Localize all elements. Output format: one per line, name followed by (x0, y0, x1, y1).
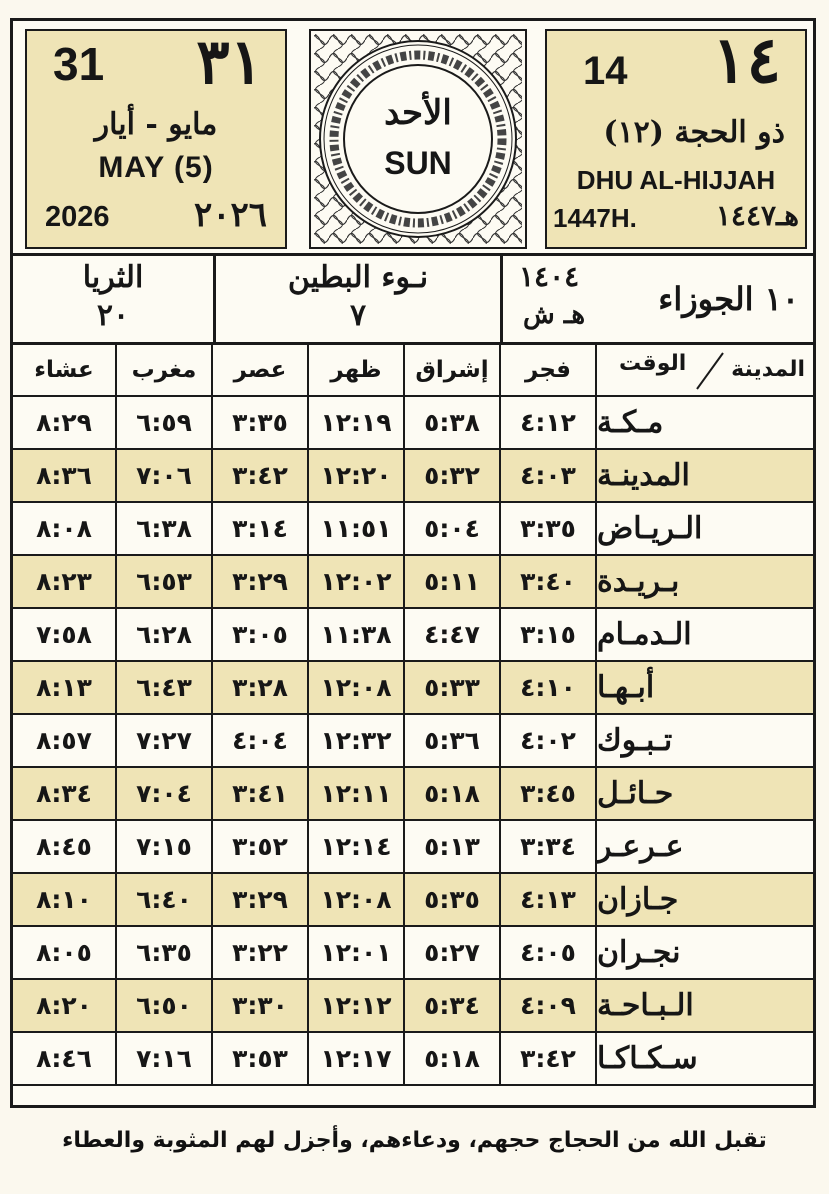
zodiac-cell (503, 256, 813, 342)
isha-time: ٨:٢٩ (13, 397, 117, 448)
header-isha: عشاء (13, 345, 117, 395)
header-ishraq: إشراق (405, 345, 501, 395)
isha-time: ٨:٥٧ (13, 715, 117, 766)
dhuhr-time: ١٢:١١ (309, 768, 405, 819)
weekday-arabic: الأحد (384, 93, 452, 133)
gregorian-day-latin: 31 (53, 38, 105, 90)
city-name: تـبـوك (597, 723, 673, 758)
table-row (13, 768, 813, 821)
city-name: أبـهـا (597, 670, 655, 705)
dhuhr-time: ١٢:١٩ (309, 397, 405, 448)
maghrib-time: ٦:٤٠ (117, 874, 213, 925)
season-day: ٧ (349, 298, 367, 333)
asr-time: ٣:٢٢ (213, 927, 309, 978)
isha-time: ٨:١٣ (13, 662, 117, 713)
fajr-time: ٣:١٥ (501, 609, 597, 660)
dhuhr-time: ١٢:٣٢ (309, 715, 405, 766)
isha-time: ٨:٤٥ (13, 821, 117, 872)
asr-time: ٣:٣٥ (213, 397, 309, 448)
asr-time: ٣:٢٩ (213, 556, 309, 607)
dhuhr-time: ١٢:١٧ (309, 1033, 405, 1084)
ishraq-time: ٥:٣٦ (405, 715, 501, 766)
asr-time: ٤:٠٤ (213, 715, 309, 766)
fajr-time: ٤:١٠ (501, 662, 597, 713)
fajr-time: ٣:٣٥ (501, 503, 597, 554)
fajr-time: ٤:٠٩ (501, 980, 597, 1031)
dhuhr-time: ١٢:٠٢ (309, 556, 405, 607)
ishraq-time: ٥:١٨ (405, 768, 501, 819)
table-row (13, 609, 813, 662)
isha-time: ٨:٣٤ (13, 768, 117, 819)
maghrib-time: ٦:٢٨ (117, 609, 213, 660)
season-info-row (13, 253, 813, 345)
table-row (13, 503, 813, 556)
header-city-time (597, 345, 813, 395)
fajr-time: ٤:١٢ (501, 397, 597, 448)
gregorian-month-latin: MAY (5) (98, 151, 214, 184)
season-name: نـوء البطين (287, 260, 429, 295)
fajr-time: ٤:٠٢ (501, 715, 597, 766)
ornament-icon (311, 31, 525, 247)
constellation-cell (13, 256, 216, 342)
gregorian-month-arabic: مايو - أيار (94, 107, 218, 142)
maghrib-time: ٦:٥٠ (117, 980, 213, 1031)
ishraq-time: ٥:٣٢ (405, 450, 501, 501)
maghrib-time: ٧:١٦ (117, 1033, 213, 1084)
solar-year: ١٤٠٤ (519, 260, 580, 293)
dhuhr-time: ١١:٥١ (309, 503, 405, 554)
isha-time: ٨:٢٣ (13, 556, 117, 607)
asr-time: ٣:٢٩ (213, 874, 309, 925)
ishraq-time: ٥:٣٣ (405, 662, 501, 713)
ishraq-time: ٥:١١ (405, 556, 501, 607)
asr-time: ٣:٥٣ (213, 1033, 309, 1084)
ishraq-time: ٥:١٣ (405, 821, 501, 872)
city-name: حـائـل (597, 776, 674, 811)
isha-time: ٨:٠٥ (13, 927, 117, 978)
isha-time: ٨:٢٠ (13, 980, 117, 1031)
hijri-date-box (545, 23, 807, 249)
header-maghrib: مغرب (117, 345, 213, 395)
constellation-name: الثريا (82, 260, 144, 295)
calendar-page (10, 18, 816, 1108)
city-name: المدينـة (597, 458, 690, 493)
weekday-latin: SUN (384, 145, 452, 181)
table-row (13, 450, 813, 503)
hijri-day-arabic: ١٤ (712, 23, 781, 98)
fajr-time: ٤:١٣ (501, 874, 597, 925)
fajr-time: ٣:٤٢ (501, 1033, 597, 1084)
maghrib-time: ٧:٠٤ (117, 768, 213, 819)
dhuhr-time: ١٢:٠٨ (309, 874, 405, 925)
table-row (13, 397, 813, 450)
asr-time: ٣:٣٠ (213, 980, 309, 1031)
maghrib-time: ٧:٠٦ (117, 450, 213, 501)
header-dhuhr: ظهر (309, 345, 405, 395)
isha-time: ٨:١٠ (13, 874, 117, 925)
city-name: مـكـة (597, 405, 664, 440)
maghrib-time: ٦:٤٣ (117, 662, 213, 713)
fajr-time: ٣:٤٥ (501, 768, 597, 819)
gregorian-day-arabic: ٣١ (196, 25, 263, 98)
dhuhr-time: ١١:٣٨ (309, 609, 405, 660)
table-header-row (13, 345, 813, 397)
table-row (13, 927, 813, 980)
dhuhr-time: ١٢:١٢ (309, 980, 405, 1031)
hijri-year-latin: 1447H. (553, 203, 637, 233)
isha-time: ٨:٠٨ (13, 503, 117, 554)
dhuhr-time: ١٢:٠٨ (309, 662, 405, 713)
asr-time: ٣:٤٢ (213, 450, 309, 501)
solar-year-suffix: هـ ش (523, 300, 586, 330)
hijri-year-arabic: هـ١٤٤٧ (715, 199, 799, 232)
asr-time: ٣:٢٨ (213, 662, 309, 713)
header-city: المدينة (731, 357, 805, 382)
calendar-header (13, 21, 813, 253)
asr-time: ٣:٠٥ (213, 609, 309, 660)
ishraq-time: ٤:٤٧ (405, 609, 501, 660)
ishraq-time: ٥:٢٧ (405, 927, 501, 978)
ishraq-time: ٥:٠٤ (405, 503, 501, 554)
isha-time: ٧:٥٨ (13, 609, 117, 660)
maghrib-time: ٦:٥٩ (117, 397, 213, 448)
isha-time: ٨:٤٦ (13, 1033, 117, 1084)
table-row (13, 662, 813, 715)
fajr-time: ٤:٠٥ (501, 927, 597, 978)
maghrib-time: ٦:٣٨ (117, 503, 213, 554)
ishraq-time: ٥:١٨ (405, 1033, 501, 1084)
header-time: الوقت (619, 351, 687, 376)
weekday-emblem (309, 29, 527, 249)
table-row (13, 980, 813, 1033)
dhuhr-time: ١٢:١٤ (309, 821, 405, 872)
maghrib-time: ٧:٢٧ (117, 715, 213, 766)
city-name: الـدمـام (597, 617, 692, 652)
gregorian-date-box (25, 25, 287, 249)
hijri-day-latin: 14 (583, 49, 628, 93)
table-row (13, 821, 813, 874)
footer-dua: تقبل الله من الحجاج حجهم، ودعاءهم، وأجزل لهم المثوبة والعطاء (62, 1128, 767, 1153)
fajr-time: ٣:٣٤ (501, 821, 597, 872)
asr-time: ٣:٤١ (213, 768, 309, 819)
ishraq-time: ٥:٣٤ (405, 980, 501, 1031)
table-row (13, 556, 813, 609)
maghrib-time: ٦:٥٣ (117, 556, 213, 607)
table-row (13, 1033, 813, 1086)
isha-time: ٨:٣٦ (13, 450, 117, 501)
constellation-day: ٢٠ (96, 298, 130, 333)
dhuhr-time: ١٢:٠١ (309, 927, 405, 978)
fajr-time: ٤:٠٣ (501, 450, 597, 501)
table-row (13, 874, 813, 927)
header-asr: عصر (213, 345, 309, 395)
asr-time: ٣:١٤ (213, 503, 309, 554)
zodiac-name: ١٠ الجوزاء (658, 280, 799, 318)
dhuhr-time: ١٢:٢٠ (309, 450, 405, 501)
ishraq-time: ٥:٣٥ (405, 874, 501, 925)
gregorian-year-latin: 2026 (45, 201, 110, 233)
table-row (13, 715, 813, 768)
season-cell (216, 256, 503, 342)
maghrib-time: ٧:١٥ (117, 821, 213, 872)
fajr-time: ٣:٤٠ (501, 556, 597, 607)
city-name: عـرعـر (597, 829, 684, 864)
city-name: سـكـاكـا (597, 1041, 698, 1076)
header-fajr: فجر (501, 345, 597, 395)
ishraq-time: ٥:٣٨ (405, 397, 501, 448)
hijri-month-arabic: ذو الحجة (١٢) (603, 115, 785, 150)
city-name: الـريـاض (597, 511, 703, 546)
city-name: جـازان (597, 882, 679, 917)
maghrib-time: ٦:٣٥ (117, 927, 213, 978)
city-name: بـريـدة (597, 564, 680, 599)
hijri-month-latin: DHU AL-HIJJAH (576, 165, 776, 195)
city-name: نجـران (597, 935, 681, 970)
gregorian-year-arabic: ٢٠٢٦ (193, 195, 267, 235)
asr-time: ٣:٥٢ (213, 821, 309, 872)
city-name: الـبـاحـة (597, 988, 694, 1023)
